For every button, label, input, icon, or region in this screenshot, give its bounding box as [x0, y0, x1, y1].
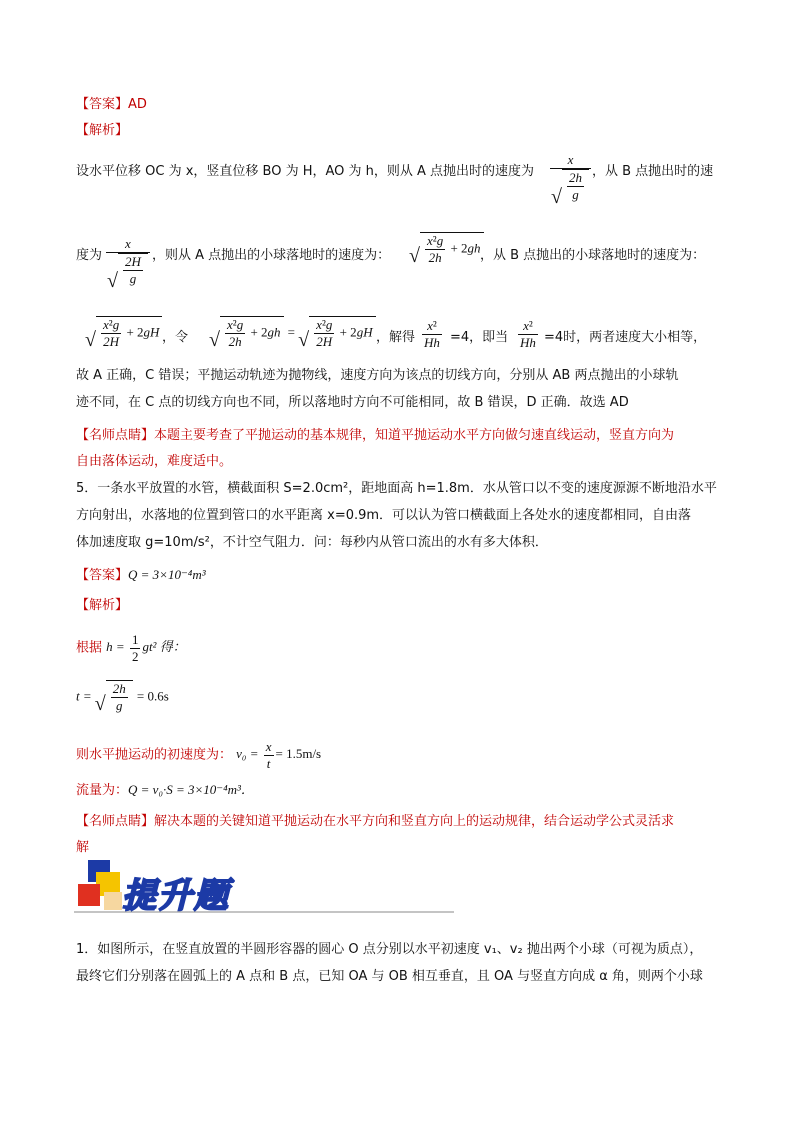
text-segment: ，解得	[376, 330, 416, 345]
text-segment: ，则从 A 点抛出的小球落地时的速度为：	[152, 248, 391, 263]
equation-tail: gt² 得：	[142, 639, 186, 655]
q5-step-1: 根据 h = $\frac{1}{2}$ gt² 得：	[76, 632, 186, 664]
answer-line-2	[76, 565, 206, 586]
text-segment: 设水平位移 OC 为 x，竖直位移 BO 为 H，AO 为 h，则从 A 点抛出时的速度为	[76, 164, 535, 179]
analysis-line-4: 故 A 正确，C 错误；平抛运动轨迹为抛物线，速度方向为该点的切线方向，分别从 AB 两点抛出的小球轨	[76, 368, 679, 383]
q5-line-2: 方向射出，水落地的位置到管口的水平距离 x=0.9m．可以认为管口横截面上各处水的速度都相同，自由落	[76, 508, 692, 523]
q5-step-4	[76, 780, 254, 801]
equation: Q = v₀·S = 3×10⁻⁴m³．	[128, 782, 254, 797]
text-segment: 则水平抛运动的初速度为：	[76, 747, 233, 763]
tips-text: 本题主要考查了平抛运动的基本规律，知道平抛运动水平方向做匀速直线运动，竖直方向为	[154, 428, 675, 443]
tips-line-2: 自由落体运动，难度适中。	[76, 454, 233, 469]
text-segment: 流量为：	[76, 783, 129, 798]
formula-equality: √ $\frac{\text{x²g}}{2h}$ + 2gh = √ $\frac{\text{x²g}}{2H}$ + 2gH	[210, 316, 376, 350]
analysis-line-5: 迹不同，在 C 点的切线方向也不同，所以落地时方向不可能相同，故 B 错误，D 正确．故选 AD	[76, 395, 629, 410]
text-segment: 根据	[76, 640, 103, 656]
analysis-tag-2: 【解析】	[76, 598, 129, 613]
q5-step-2: t = √ $\frac{2h}{g}$ = 0.6s	[76, 680, 169, 714]
analysis-line-1	[76, 162, 534, 182]
q1-line-1: 1．如图所示，在竖直放置的半圆形容器的圆心 O 点分别以水平初速度 v₁、v₂ 抛出两个小球（可视为质点），	[76, 942, 703, 957]
q5-step-3: 则水平抛运动的初速度为： v₀ = $\frac{x}{t}$ = 1.5m/s	[76, 739, 322, 771]
equation: v₀ =	[236, 746, 259, 762]
answer-value: Q = 3×10⁻⁴m³	[128, 567, 206, 582]
answer-tag: 【答案】	[76, 568, 129, 583]
q1-line-2: 最终它们分别落在圆弧上的 A 点和 B 点，已知 OA 与 OB 相互垂直，且 OA 与竖直方向成 α 角，则两个小球	[76, 969, 703, 984]
banner-title: 提升题	[122, 876, 230, 916]
equation: t =	[76, 688, 92, 704]
text-segment: 度为	[76, 248, 103, 263]
analysis-tag: 【解析】	[76, 123, 129, 138]
text-segment: ，从 B 点抛出时的速	[592, 164, 714, 179]
tips2-line-1	[76, 812, 674, 832]
q5-line-1: 5．一条水平放置的水管，横截面积 S=2.0cm²，距地面高 h=1.8m．水从管口以不变的速度源源不断地沿水平	[76, 481, 717, 496]
text-segment: =4，即当	[450, 330, 509, 345]
answer-tag: 【答案】	[76, 97, 129, 112]
formula-ratio-2: $\frac{\text{x²}}{Hh}$	[520, 318, 536, 350]
equation-tail: = 1.5m/s	[275, 746, 322, 762]
tips2-line-2: 解	[76, 840, 90, 855]
tips-tag: 【名师点睛】	[76, 428, 155, 443]
tips-tag: 【名师点睛】	[76, 814, 155, 829]
formula-va: x √ $\frac{2h}{g}$	[548, 152, 593, 203]
formula-vb: x √ $\frac{2H}{g}$	[104, 236, 152, 287]
answer-line	[76, 95, 147, 115]
equation-tail: = 0.6s	[136, 688, 169, 704]
formula-va-land: √ $\frac{\text{x²g}}{2h}$ + 2gh	[410, 232, 484, 266]
text-segment: ，从 B 点抛出的小球落地时的速度为：	[480, 248, 706, 263]
tips-line-1	[76, 426, 674, 446]
equation: h =	[106, 639, 125, 655]
formula-vb-land: √ $\frac{\text{x²g}}{2H}$ + 2gH	[86, 316, 162, 350]
text-segment: ，令	[162, 330, 189, 345]
q5-line-3: 体加速度取 g=10m/s²，不计空气阻力．问：每秒内从管口流出的水有多大体积．	[76, 535, 548, 550]
text-segment: =4时，两者速度大小相等，	[544, 330, 707, 345]
section-banner	[74, 858, 454, 918]
tips-text: 解决本题的关键知道平抛运动在水平方向和竖直方向上的运动规律，结合运动学公式灵活求	[154, 814, 675, 829]
formula-ratio-1: $\frac{\text{x²}}{Hh}$	[424, 318, 440, 350]
answer-value: AD	[128, 97, 147, 112]
